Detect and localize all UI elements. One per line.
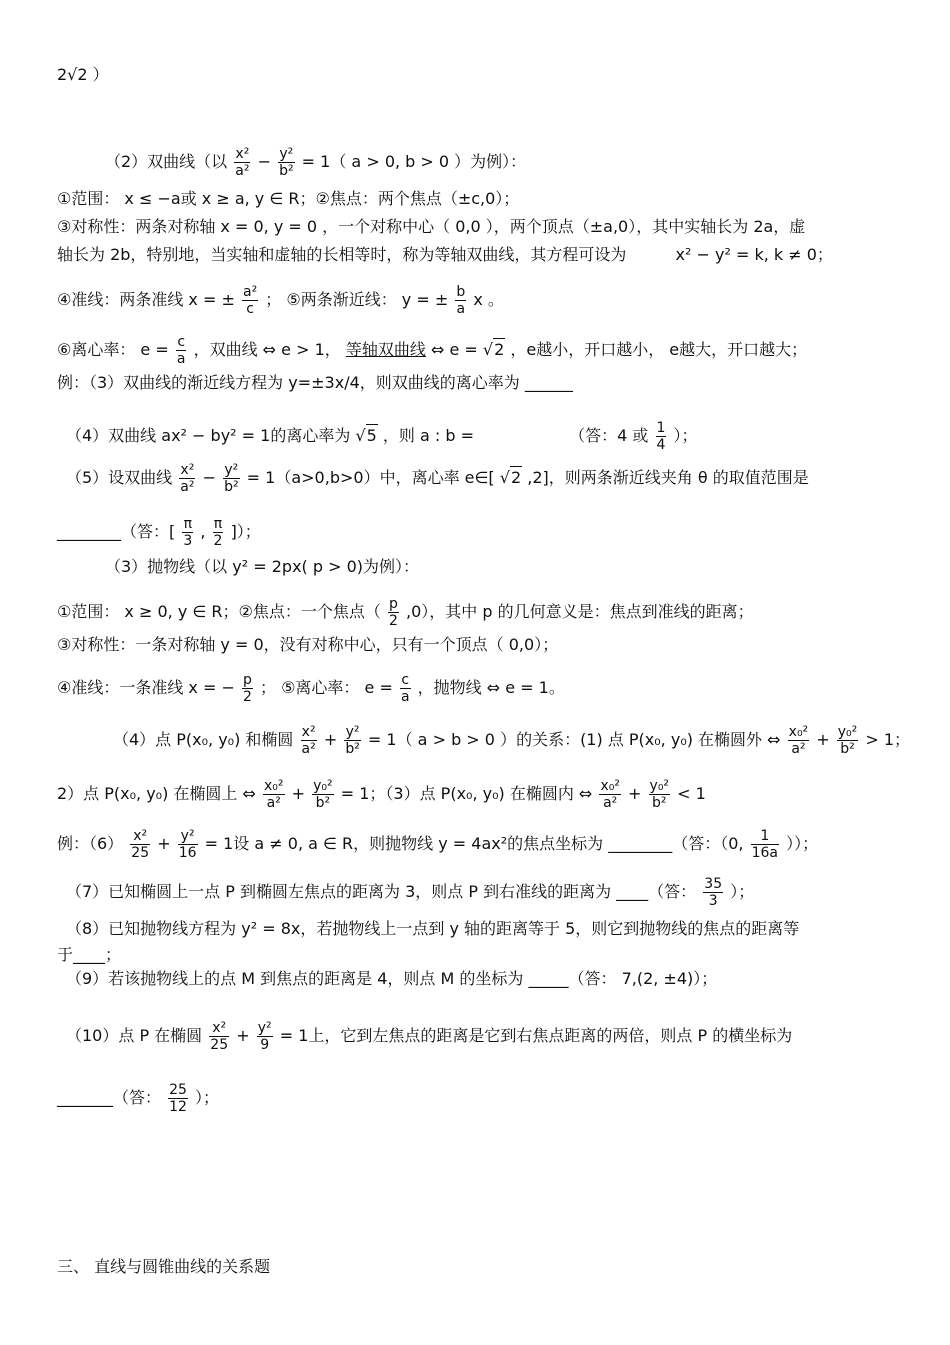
operator: + <box>236 1026 250 1045</box>
fraction: $\frac{\text{x²}}{25}$ <box>131 828 150 861</box>
equation: x² − y² = k, k ≠ 0； <box>675 245 833 264</box>
ellipse-point-relation-2 <box>57 778 706 811</box>
text: ，抛物线 ⇔ e = 1。 <box>417 678 565 697</box>
text: ））； <box>786 834 819 853</box>
fraction: $\frac{p}{2}$ <box>242 672 252 705</box>
example-7 <box>66 876 754 909</box>
example-3: 例：（3）双曲线的渐近线方程为 y=±3x/4，则双曲线的离心率为 ______ <box>57 373 573 392</box>
text: x 。 <box>473 290 504 309</box>
operator: − <box>202 468 216 487</box>
sqrt: √5 <box>355 426 377 445</box>
fraction: $\frac{\text{x₀²}}{\text{a²}}$ <box>600 778 620 811</box>
operator: + <box>628 784 642 803</box>
fraction: $\frac{\text{a²}}{c}$ <box>242 284 258 317</box>
parabola-directrix <box>57 672 565 705</box>
example-8-line-2: 于____； <box>57 945 122 964</box>
operator: − <box>257 152 271 171</box>
fraction: $\frac{\text{x²}}{\text{a²}}$ <box>301 724 316 757</box>
fraction: $\frac{\text{y²}}{9}$ <box>257 1020 272 1053</box>
text: ，则 a : b = <box>382 426 475 445</box>
fraction: $\frac{\text{x₀²}}{\text{a²}}$ <box>788 724 809 757</box>
text: （4）双曲线 ax² − by² = 1的离心率为 <box>66 426 351 445</box>
fraction: $\frac{35}{3}$ <box>704 876 723 909</box>
section-heading: 三、 直线与圆锥曲线的关系题 <box>57 1257 271 1276</box>
example-10-answer <box>57 1082 219 1115</box>
fraction: $\frac{\text{x²}}{25}$ <box>210 1020 229 1053</box>
text: ④准线：一条准线 x = − <box>57 678 235 697</box>
text: = 1；（3）点 P(x₀, y₀) 在椭圆内 ⇔ <box>340 784 593 803</box>
fraction: $\frac{\text{y₀²}}{\text{b²}}$ <box>313 778 333 811</box>
fraction: $\frac{p}{2}$ <box>388 596 398 629</box>
fraction: $\frac{1}{4}$ <box>656 420 666 453</box>
text: ⇔ e = <box>430 340 478 359</box>
operator: + <box>157 834 171 853</box>
text: = 1（a>0,b>0）中，离心率 e∈[ <box>246 468 495 487</box>
fraction: $\frac{c}{a}$ <box>400 672 410 705</box>
text: > 1； <box>865 730 911 749</box>
text: ）； <box>730 882 755 901</box>
text: （5）设双曲线 <box>66 468 173 487</box>
operator: + <box>323 730 338 749</box>
fraction: $\frac{\text{y²}}{\text{b²}}$ <box>224 462 239 495</box>
hyperbola-directrix <box>57 284 504 317</box>
text: _______（答： <box>57 1088 162 1107</box>
ellipse-point-relation <box>113 724 910 757</box>
text: ,0），其中 p 的几何意义是：焦点到准线的距离； <box>405 602 754 621</box>
fraction: $\frac{\text{y²}}{\text{b²}}$ <box>279 146 294 179</box>
fraction: $\frac{1}{16a}$ <box>751 828 779 861</box>
answer: （答：4 或 <box>569 426 649 445</box>
text: （4）点 P(x₀, y₀) 和椭圆 <box>113 730 294 749</box>
sqrt: √2 <box>499 468 522 487</box>
fraction: $\frac{\text{y²}}{\text{b²}}$ <box>345 724 360 757</box>
hyperbola-eccentricity <box>57 334 807 367</box>
text: 轴长为 2b，特别地，当实轴和虚轴的长相等时，称为等轴双曲线，其方程可设为 <box>57 245 627 264</box>
fraction: $\frac{c}{a}$ <box>176 334 186 367</box>
fraction: $\frac{\text{y₀²}}{\text{b²}}$ <box>649 778 670 811</box>
text: ，e越小，开口越小， e越大，开口越大； <box>510 340 808 359</box>
fraction: $\frac{\pi}{3}$ <box>183 516 193 549</box>
hyperbola-symmetry-1: ③对称性：两条对称轴 x = 0, y = 0 ，一个对称中心（ 0,0 ），两个顶点（±a,0），其中实轴长为 2a，虚 <box>57 217 806 236</box>
text: ①范围： x ≥ 0, y ∈ R；②焦点：一个焦点（ <box>57 602 381 621</box>
line-2root2: 2√2 ） <box>57 65 109 84</box>
operator: + <box>291 784 306 803</box>
underlined-text: 等轴双曲线 <box>345 340 426 359</box>
example-5-answer <box>57 516 261 549</box>
sqrt: √2 <box>482 340 505 359</box>
fraction: $\frac{\text{x₀²}}{\text{a²}}$ <box>264 778 284 811</box>
fraction: $\frac{\text{y²}}{16}$ <box>178 828 197 861</box>
parabola-range <box>57 596 754 629</box>
text: ]）； <box>230 522 261 541</box>
text: （10）点 P 在椭圆 <box>66 1026 203 1045</box>
text: = 1上，它到左焦点的距离是它到右焦点距离的两倍，则点 P 的横坐标为 <box>279 1026 793 1045</box>
example-5 <box>66 462 809 495</box>
hyperbola-symmetry-2 <box>57 244 833 266</box>
text: ）； <box>195 1088 220 1107</box>
text: ________（答：[ <box>57 522 176 541</box>
heading-text: = 1（ a > 0, b > 0 ）为例）： <box>301 152 527 171</box>
example-9: （9）若该抛物线上的点 M 到焦点的距离是 4，则点 M 的坐标为 _____（答： 7,(2, ±4)）； <box>66 969 718 988</box>
fraction: $\frac{\text{x²}}{\text{a²}}$ <box>180 462 195 495</box>
example-4 <box>66 420 698 453</box>
heading-text: （2）双曲线（以 <box>105 152 228 171</box>
text: ⑥离心率： e = <box>57 340 169 359</box>
fraction: $\frac{\text{y₀²}}{\text{b²}}$ <box>837 724 858 757</box>
text: = 1（ a > b > 0 ）的关系：(1) 点 P(x₀, y₀) 在椭圆外 ⇔ <box>367 730 781 749</box>
text: ； ⑤离心率： e = <box>260 678 393 697</box>
text: ； ⑤两条渐近线： y = ± <box>265 290 449 309</box>
text: ，双曲线 ⇔ e > 1， <box>193 340 341 359</box>
fraction: $\frac{\pi}{2}$ <box>213 516 223 549</box>
fraction: $\frac{25}{12}$ <box>169 1082 187 1115</box>
hyperbola-heading <box>105 146 526 179</box>
parabola-symmetry: ③对称性：一条对称轴 y = 0，没有对称中心，只有一个顶点（ 0,0）； <box>57 635 559 654</box>
fraction: $\frac{\text{x²}}{\text{a²}}$ <box>235 146 250 179</box>
text: （7）已知椭圆上一点 P 到椭圆左焦点的距离为 3，则点 P 到右准线的距离为 ____（答： <box>66 882 697 901</box>
text: < 1 <box>677 784 706 803</box>
text: ④准线：两条准线 x = ± <box>57 290 235 309</box>
example-6 <box>57 828 818 861</box>
text: = 1设 a ≠ 0, a ∈ R，则抛物线 y = 4ax²的焦点坐标为 ________（答：（0, <box>204 834 744 853</box>
text: , <box>200 522 206 541</box>
operator: + <box>816 730 830 749</box>
text: 2）点 P(x₀, y₀) 在椭圆上 ⇔ <box>57 784 256 803</box>
fraction: $\frac{b}{a}$ <box>456 284 466 317</box>
example-10 <box>66 1020 792 1053</box>
text: ,2]，则两条渐近线夹角 θ 的取值范围是 <box>527 468 809 487</box>
text: 例：（6） <box>57 834 124 853</box>
hyperbola-range: ①范围： x ≤ −a或 x ≥ a, y ∈ R；②焦点：两个焦点（±c,0）； <box>57 189 520 208</box>
example-8-line-1: （8）已知抛物线方程为 y² = 8x，若抛物线上一点到 y 轴的距离等于 5，则它到抛物线的焦点的距离等 <box>66 919 800 938</box>
parabola-heading: （3）抛物线（以 y² = 2px( p > 0)为例）： <box>105 557 420 576</box>
text: ）； <box>673 426 698 445</box>
